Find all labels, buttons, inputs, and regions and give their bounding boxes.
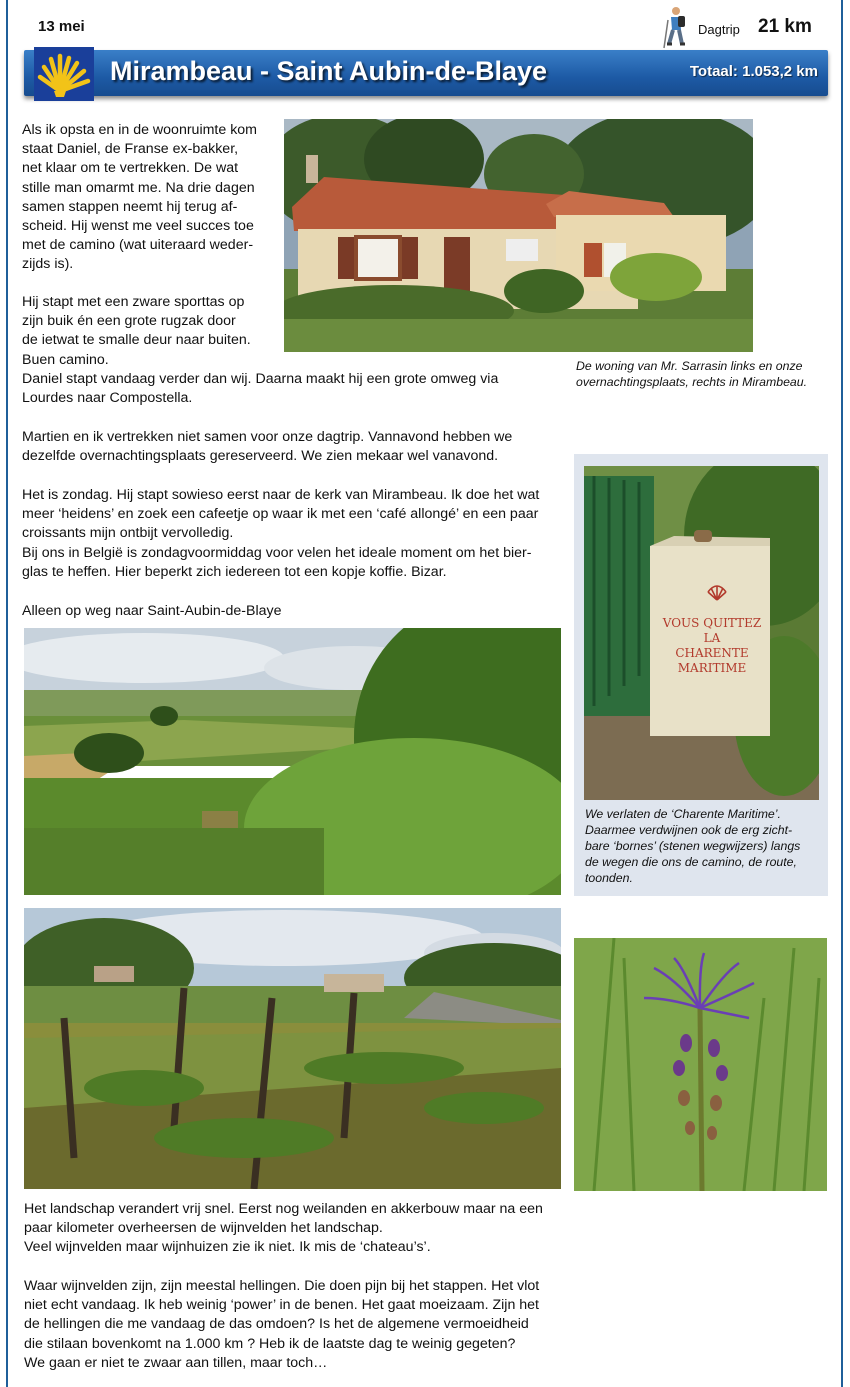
text-line: de hellingen die me vandaag de das omdoen? Is het de algemene vermoeidheid <box>24 1316 529 1333</box>
caption-line: toonden. <box>585 871 633 885</box>
daytrip-distance: 21 km <box>758 16 812 37</box>
paragraph-slopes <box>24 1277 584 1373</box>
text-line: met de camino (wat uiteraard weder- <box>22 237 254 254</box>
total-distance: Totaal: 1.053,2 km <box>689 63 818 80</box>
date-label: 13 mei <box>38 18 85 35</box>
right-margin-line <box>841 0 843 1387</box>
hiker-icon <box>660 6 690 50</box>
text-line: glas te heffen. Hier beperkt zich iedereen tot een kopje koffie. Bizar. <box>22 563 447 580</box>
text-line: niet echt vandaag. Ik heb weinig ‘power’ in de benen. Het gaat moeizaam. Zijn het <box>24 1297 540 1314</box>
text-line: net klaar om te vertrekken. De wat <box>22 160 239 177</box>
stone-line: MARITIME <box>677 661 747 675</box>
title-banner <box>24 50 828 96</box>
text-line: Hij stapt met een zware sporttas op <box>22 294 245 310</box>
paragraph-intro <box>22 121 282 275</box>
scallop-shell-icon <box>34 47 94 101</box>
text-line: Het landschap verandert vrij snel. Eerst nog weilanden en akkerbouw maar na een <box>24 1201 543 1217</box>
stone-line: LA <box>703 631 721 645</box>
stone-line: VOUS QUITTEZ <box>662 616 762 630</box>
photo-flower <box>574 938 827 1191</box>
paragraph-landscape <box>24 1200 584 1258</box>
photo-vineyard <box>24 908 561 1189</box>
text-line: Buen camino. <box>22 351 109 368</box>
text-line: zijn buik én een grote rugzak door <box>22 313 236 330</box>
photo-house <box>284 119 753 352</box>
text-line: We gaan er niet te zwaar aan tillen, maar toch… <box>24 1354 328 1371</box>
stone-inscription <box>658 616 766 676</box>
caption-line: De woning van Mr. Sarrasin links en onze <box>576 359 803 373</box>
text-line: scheid. Hij wenst me veel succes toe <box>22 218 254 235</box>
text-line: Daniel stapt vandaag verder dan wij. Daarna maakt hij een grote omweg via <box>22 371 499 387</box>
text-line: croissants mijn ontbijt vervolledig. <box>22 525 234 542</box>
paragraph-alone <box>22 602 562 621</box>
text-line: Waar wijnvelden zijn, zijn meestal hellingen. Die doen pijn bij het stappen. Het vlot <box>24 1278 540 1294</box>
stone-line: CHARENTE <box>675 646 749 660</box>
text-line: Alleen op weg naar Saint-Aubin-de-Blaye <box>22 603 282 619</box>
paragraph-sunday <box>22 486 567 582</box>
text-line: Lourdes naar Compostella. <box>22 390 193 407</box>
text-line: de ietwat te smalle deur naar buiten. <box>22 332 251 349</box>
text-line: Martien en ik vertrekken niet samen voor onze dagtrip. Vannavond hebben we <box>22 429 513 445</box>
text-line: Het is zondag. Hij stapt sowieso eerst naar de kerk van Mirambeau. Ik doe het wat <box>22 487 540 503</box>
text-line: meer ‘heidens’ en zoek een cafeetje op waar ik met een ‘café allongé’ en een paar <box>22 506 539 523</box>
text-line: staat Daniel, de Franse ex-bakker, <box>22 141 239 158</box>
caption-line: bare ‘bornes’ (stenen wegwijzers) langs <box>585 839 801 853</box>
caption-house <box>576 358 836 390</box>
stone-scallop-icon <box>706 584 728 602</box>
text-line: samen stappen neemt hij terug af- <box>22 198 238 215</box>
text-line: Bij ons in België is zondagvoormiddag voor velen het ideale moment om het bier- <box>22 544 532 561</box>
photo-boundary-stone <box>584 466 819 800</box>
paragraph-detour <box>22 370 562 408</box>
caption-stone <box>585 806 825 886</box>
left-margin-line <box>6 0 8 1387</box>
text-line: zijds is). <box>22 256 74 273</box>
paragraph-departure <box>22 293 282 370</box>
text-line: Veel wijnvelden maar wijnhuizen zie ik niet. Ik mis de ‘chateau’s’. <box>24 1239 431 1256</box>
text-line: stille man omarmt me. Na drie dagen <box>22 179 255 196</box>
caption-line: Daarmee verdwijnen ook de erg zicht- <box>585 823 793 837</box>
daytrip-label: Dagtrip <box>698 22 740 37</box>
page-title: Mirambeau - Saint Aubin-de-Blaye <box>110 56 548 86</box>
caption-line: overnachtingsplaats, rechts in Mirambeau. <box>576 375 808 389</box>
paragraph-martien <box>22 428 562 466</box>
caption-line: de wegen die ons de camino, de route, <box>585 855 797 869</box>
text-line: dezelfde overnachtingsplaats gereserveerd. We zien mekaar wel vanavond. <box>22 448 499 465</box>
text-line: die stilaan bovenkomt na 1.000 km ? Heb ik de laatste dag te weinig gegeten? <box>24 1335 516 1352</box>
text-line: paar kilometer overheersen de wijnvelden het landschap. <box>24 1220 383 1237</box>
text-line: Als ik opsta en in de woonruimte kom <box>22 122 257 138</box>
photo-landscape <box>24 628 561 895</box>
caption-line: We verlaten de ‘Charente Maritime’. <box>585 807 781 821</box>
